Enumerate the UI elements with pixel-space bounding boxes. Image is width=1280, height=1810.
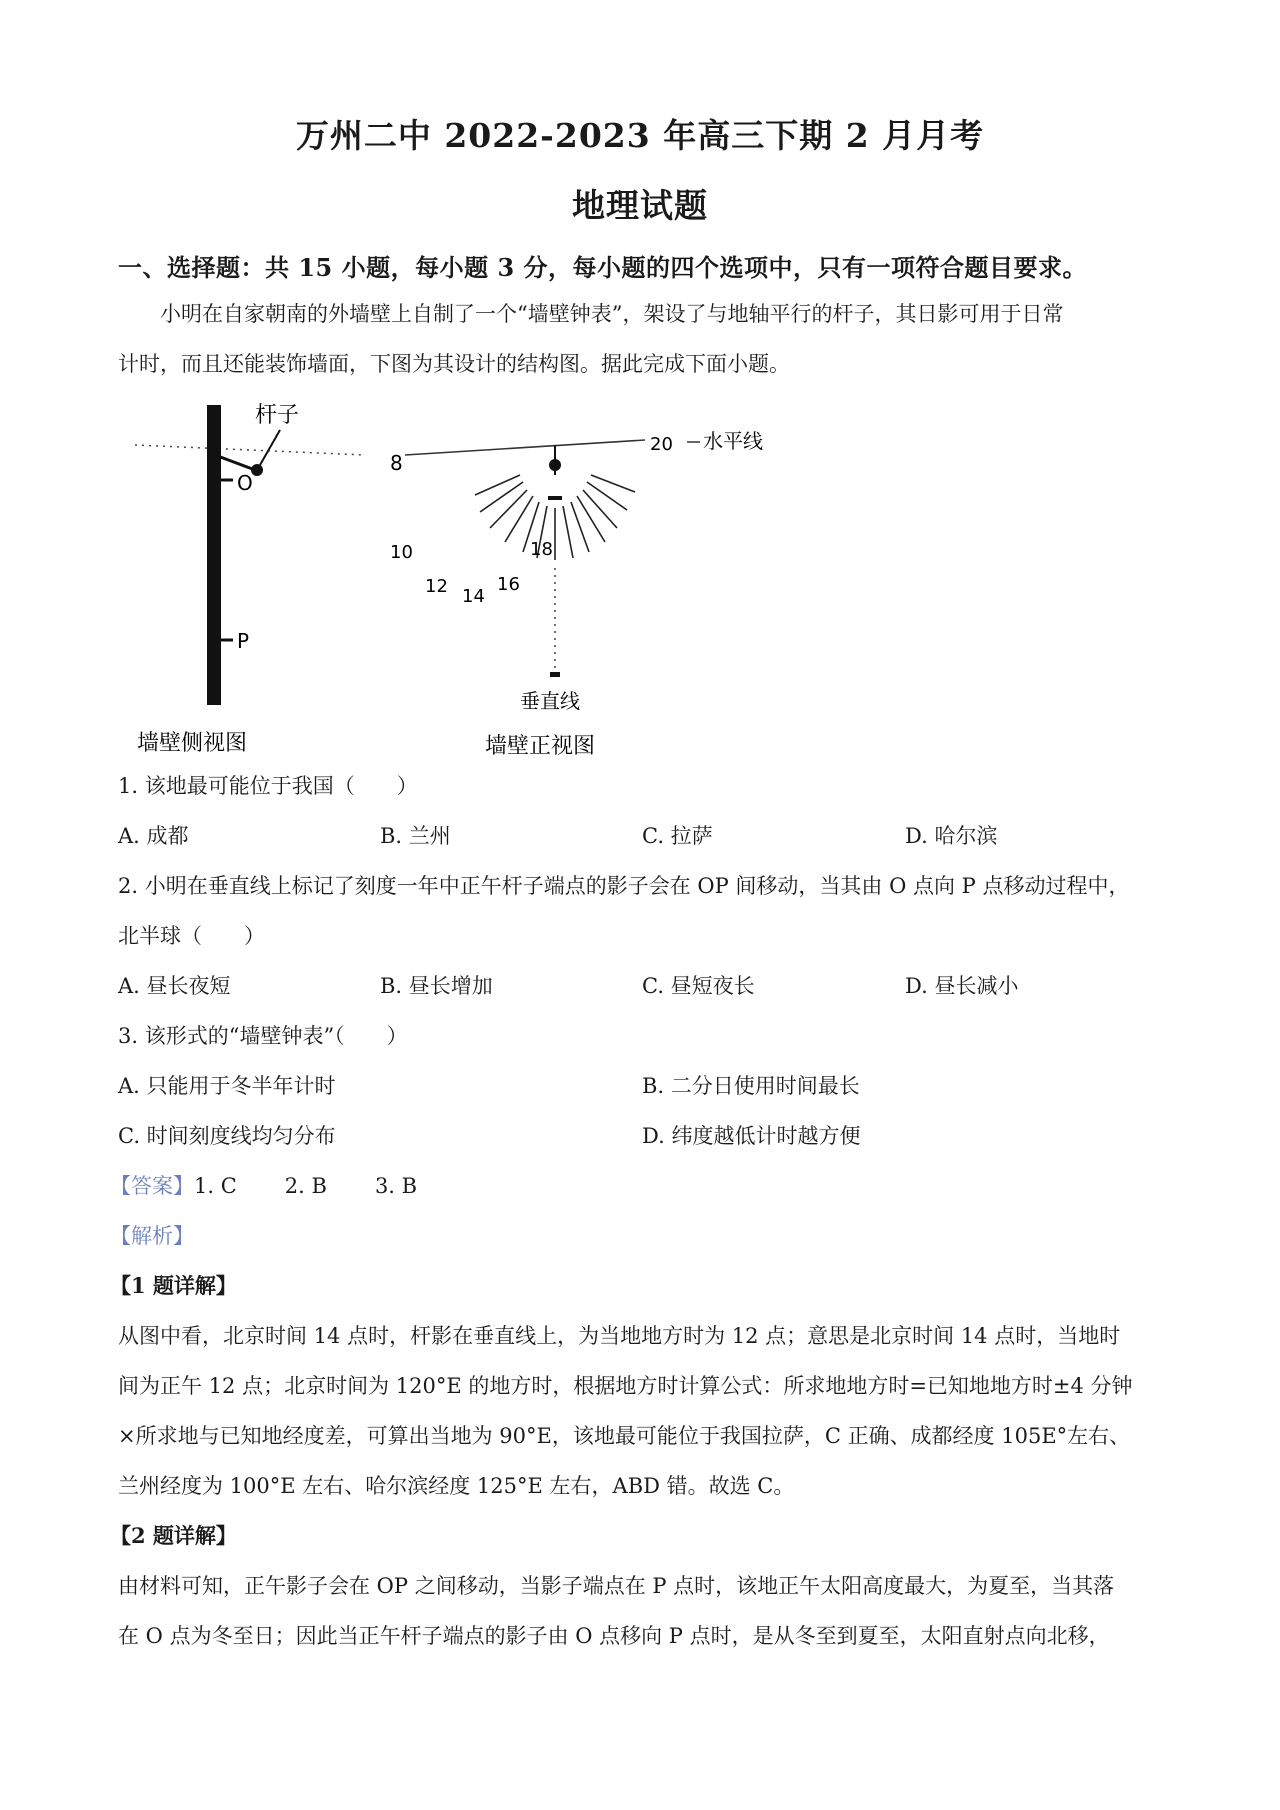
- horizontal-line: [405, 440, 645, 455]
- answer-2: 2. B: [284, 1174, 327, 1198]
- answer-3: 3. B: [374, 1174, 418, 1198]
- q1-option-b: B. 兰州: [380, 824, 451, 848]
- detail-1-heading: 【1 题详解】: [110, 1273, 237, 1298]
- point-o-label: O: [237, 471, 253, 495]
- hour-label-18: 18: [530, 539, 553, 560]
- q2-option-d: D. 昼长减小: [905, 974, 1019, 998]
- q1-option-d: D. 哈尔滨: [905, 824, 998, 848]
- sundial-figure: [115, 390, 835, 760]
- question-1-stem: 1. 该地最可能位于我国（ ）: [118, 774, 418, 798]
- intro-line-1: 小明在自家朝南的外墙壁上自制了一个“墙壁钟表”，架设了与地轴平行的杆子，其日影可用于日常: [160, 302, 1064, 326]
- dotted-horizontal-line: [135, 445, 365, 455]
- rod-label: 杆子: [255, 403, 300, 428]
- detail-2-line-1: 由材料可知，正午影子会在 OP 之间移动，当影子端点在 P 点时，该地正午太阳高度最大，为夏至，当其落: [118, 1574, 1115, 1598]
- q2-option-c: C. 昼短夜长: [642, 974, 755, 998]
- q2-option-b: B. 昼长增加: [380, 974, 493, 998]
- detail-2-heading: 【2 题详解】: [110, 1523, 237, 1548]
- answer-line: [110, 1170, 417, 1200]
- q3-option-c: C. 时间刻度线均匀分布: [118, 1124, 336, 1148]
- detail-1-line-1: 从图中看，北京时间 14 点时，杆影在垂直线上，为当地地方时为 12 点；意思是北京时间 14 点时，当地时: [118, 1324, 1121, 1348]
- side-view: [135, 403, 365, 756]
- answer-tag: 【答案】: [110, 1174, 194, 1198]
- page-title: 万州二中 2022-2023 年高三下期 2 月月考: [295, 116, 985, 155]
- detail-2-line-2: 在 O 点为冬至日；因此当正午杆子端点的影子由 O 点移向 P 点时，是从冬至到夏至，太阳直射点向北移，: [118, 1624, 1110, 1648]
- analysis-tag: 【解析】: [110, 1224, 194, 1248]
- hour-label-10: 10: [390, 542, 413, 563]
- horizontal-line-label: 水平线: [703, 429, 763, 453]
- q3-option-b: B. 二分日使用时间最长: [642, 1074, 860, 1098]
- q1-option-c: C. 拉萨: [642, 824, 713, 848]
- hour-label-20: 20: [650, 434, 673, 455]
- detail-1-line-2: 间为正午 12 点；北京时间为 120°E 的地方时，根据地方时计算公式：所求地地方时=已知地地方时±4 分钟: [118, 1374, 1133, 1398]
- question-3-stem: 3. 该形式的“墙壁钟表”（ ）: [118, 1024, 408, 1048]
- q3-option-d: D. 纬度越低计时越方便: [642, 1124, 861, 1148]
- hour-lines: [475, 475, 635, 560]
- question-2-stem: 2. 小明在垂直线上标记了刻度一年中正午杆子端点的影子会在 OP 间移动，当其由 O 点向 P 点移动过程中，: [118, 874, 1130, 898]
- hour-label-8: 8: [390, 451, 403, 475]
- rod-pointer: [260, 430, 280, 465]
- detail-1-line-4: 兰州经度为 100°E 左右、哈尔滨经度 125°E 左右，ABD 错。故选 C。: [118, 1474, 795, 1498]
- hour-label-12: 12: [425, 576, 448, 597]
- wall-side: [207, 405, 221, 705]
- section-heading: 一、选择题：共 15 小题，每小题 3 分，每小题的四个选项中，只有一项符合题目要求。: [118, 253, 1088, 282]
- page-subtitle: 地理试题: [572, 186, 708, 225]
- answer-1: 1. C: [194, 1174, 237, 1198]
- front-view-caption: 墙壁正视图: [485, 734, 596, 759]
- rod-tip: [251, 464, 263, 476]
- vertical-line-label: 垂直线: [520, 689, 580, 713]
- question-2-stem-cont: 北半球（ ）: [118, 924, 265, 948]
- intro-line-2: 计时，而且还能装饰墙面，下图为其设计的结构图。据此完成下面小题。: [118, 352, 790, 376]
- point-p-label: P: [237, 629, 250, 653]
- q3-option-a: A. 只能用于冬半年计时: [118, 1074, 336, 1098]
- hour-label-16: 16: [497, 574, 520, 595]
- detail-1-line-3: ×所求地与已知地经度差，可算出当地为 90°E，该地最可能位于我国拉萨，C 正确、成都经度 105E°左右、: [118, 1424, 1131, 1448]
- q2-option-a: A. 昼长夜短: [118, 974, 231, 998]
- side-view-caption: 墙壁侧视图: [137, 731, 248, 756]
- hour-label-14: 14: [462, 586, 485, 607]
- q1-option-a: A. 成都: [118, 824, 189, 848]
- front-view: [390, 429, 763, 759]
